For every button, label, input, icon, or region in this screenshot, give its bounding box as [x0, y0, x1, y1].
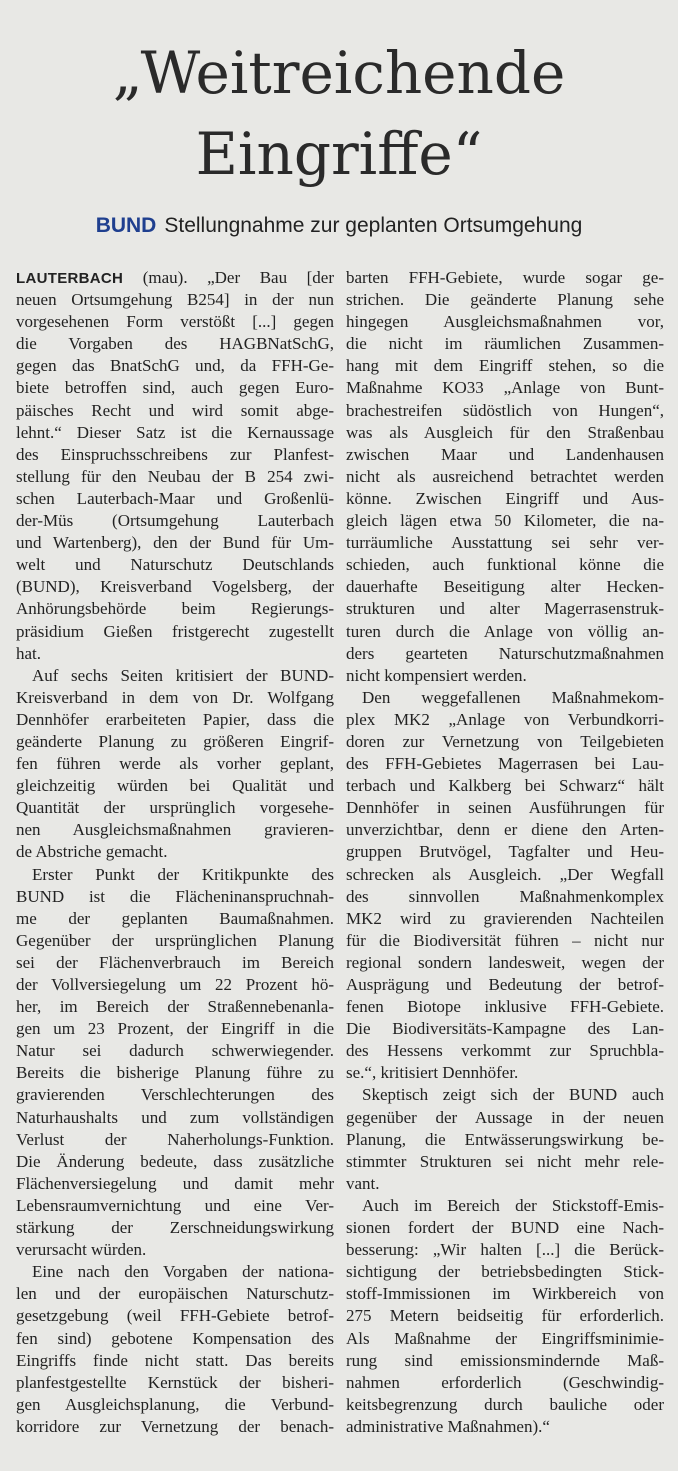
- text-line: der-Müs (Ortsumgehung Lauterbach: [16, 511, 334, 531]
- text-line: Eingriffs finde nicht statt. Das bereits: [16, 1350, 334, 1370]
- text-line: de Abstriche gemacht.: [16, 842, 168, 862]
- text-line: ders gearteten Naturschutzmaßnahmen: [346, 643, 664, 663]
- text-line: MK2 wird zu gravierenden Nachteilen: [346, 908, 664, 928]
- text-line: geänderte Planung zu größeren Eingrif-: [16, 731, 334, 751]
- text-line: Flächenversiegelung und damit mehr: [16, 1173, 334, 1193]
- text-line: Naturhaushalts und zum vollständigen: [16, 1107, 334, 1127]
- text-line: her, im Bereich der Straßennebenanla-: [16, 997, 334, 1017]
- text-line: gesetzgebung (weil FFH-Gebiete betrof-: [16, 1306, 334, 1326]
- text-line: me der geplanten Baumaßnahmen.: [16, 908, 334, 928]
- text-line: Dennhöfer in seinen Ausführungen für: [346, 798, 664, 818]
- subheadline: [0, 211, 678, 241]
- text-line: besserung: „Wir halten [...] die Berück-: [346, 1240, 664, 1260]
- text-line: die nicht im räumlichen Zusammen-: [346, 334, 664, 354]
- text-line: was als Ausgleich für den Straßenbau: [346, 422, 664, 442]
- text-line: fen führen werde als vorher geplant,: [16, 754, 334, 774]
- text-line: planfestgestellte Kernstück der bisheri-: [16, 1372, 334, 1392]
- text-line: des FFH-Gebietes Magerrasen bei Lau-: [346, 754, 664, 774]
- text-line: vant.: [346, 1173, 380, 1193]
- text-line: vorgesehenen Form verstößt [...] gegen: [16, 312, 334, 332]
- text-line: schieden, auch funktional könne die: [346, 555, 664, 575]
- text-line: der Vollversiegelung um 22 Prozent hö-: [16, 975, 334, 994]
- text-line: keitsbegrenzung durch bauliche oder: [346, 1394, 664, 1414]
- text-line: des Hessens verkommt zur Spruchbla-: [346, 1041, 664, 1061]
- text-line: sei der Flächenverbrauch im Bereich: [16, 952, 334, 972]
- text-line: gen um 23 Prozent, der Eingriff in die: [16, 1019, 334, 1039]
- text-line: len und der europäischen Naturschutz-: [16, 1284, 334, 1304]
- text-line: hat.: [16, 643, 42, 663]
- text-line: päisches Recht und wird somit abge-: [16, 400, 334, 420]
- text-line: strukturen und alter Magerrasenstruk-: [346, 599, 664, 619]
- text-line: Ausprägung und Bedeutung der betrof-: [346, 975, 664, 994]
- text-line: rung sind emissionsmindernde Maß-: [346, 1350, 664, 1370]
- text-line: Verlust der Naherholungs-Funktion.: [16, 1129, 334, 1149]
- subheadline-text: Stellungnahme zur geplanten Ortsumgehung: [164, 214, 583, 237]
- text-line: turen durch die Anlage von völlig an-: [346, 621, 664, 641]
- dateline: LAUTERBACH: [16, 270, 124, 287]
- text-line: präsidium Gießen fristgerecht zugestellt: [16, 621, 334, 641]
- text-line: stoff-Immissionen im Wirkbereich von: [346, 1284, 664, 1304]
- text-line: administrative Maßnahmen).“: [346, 1416, 550, 1436]
- headline-line-1: „Weitreichende: [112, 39, 566, 107]
- text-line: terbach und Kalkberg bei Schwarz“ hält: [346, 776, 664, 796]
- text-line: fenen Biotope inklusive FFH-Gebiete.: [346, 997, 664, 1017]
- text-line: LAUTERBACH (mau). „Der Bau [der: [16, 268, 334, 287]
- text-line: und Wartenberg), den der Bund für Um-: [16, 533, 334, 553]
- text-line: gravierenden Verschlechterungen des: [16, 1085, 334, 1105]
- text-line: verursacht würden.: [16, 1240, 147, 1260]
- text-line: gen Ausgleichsplanung, die Verbund-: [16, 1394, 334, 1414]
- text-line: Planung, die Entwässerungswirkung be-: [346, 1129, 664, 1149]
- text-line: Als Maßnahme der Eingriffsminimie-: [346, 1328, 664, 1348]
- text-line: turräumliche Ausstattung sei sehr ver-: [346, 533, 664, 553]
- text-line: biete betroffen sind, auch gegen Euro-: [16, 378, 334, 398]
- text-line: strichen. Die geänderte Planung sehe: [346, 290, 664, 310]
- text-line: nicht kompensiert werden.: [346, 665, 527, 685]
- text-line: 275 Metern beidseitig für erforderlich.: [346, 1306, 664, 1326]
- text-line: hang mit dem Eingriff stehen, so die: [346, 356, 664, 376]
- text-line: korridore zur Vernetzung der benach-: [16, 1416, 334, 1436]
- text-line: gleichzeitig würden bei Qualität und: [16, 776, 334, 796]
- text-line: stellung für den Neubau der B 254 zwi-: [16, 466, 334, 486]
- text-line: schen Lauterbach-Maar und Großenlü-: [16, 488, 334, 508]
- text-line: des sinnvollen Maßnahmenkomplex: [346, 886, 664, 906]
- text-line: nicht als ausreichend betrachtet werden: [346, 466, 664, 486]
- subheadline-keyword: BUND: [95, 214, 157, 237]
- text-line: Dennhöfer erarbeiteten Papier, dass die: [16, 709, 334, 729]
- text-line: Kreisverband in dem von Dr. Wolfgang: [16, 687, 334, 707]
- text-line: für die Biodiversität führen – nicht nur: [346, 930, 664, 950]
- text-line: Bereits die bisherige Planung führe zu: [16, 1063, 334, 1083]
- text-line: sichtigung der betriebsbedingten Stick-: [346, 1262, 664, 1282]
- text-line: nen Ausgleichsmaßnahmen gravieren-: [16, 820, 334, 840]
- text-line: neuen Ortsumgehung B254] in der nun: [16, 290, 334, 310]
- text-line: Skeptisch zeigt sich der BUND auch: [362, 1085, 664, 1105]
- text-line: Die Biodiversitäts-Kampagne des Lan-: [346, 1019, 664, 1039]
- text-line: sionen fordert der BUND eine Nach-: [346, 1218, 664, 1238]
- text-line: hingegen Ausgleichsmaßnahmen vor,: [346, 312, 664, 332]
- text-line: Auf sechs Seiten kritisiert der BUND-: [32, 665, 334, 685]
- text-line: Erster Punkt der Kritikpunkte des: [32, 864, 334, 884]
- text-line: (BUND), Kreisverband Vogelsberg, der: [16, 577, 334, 597]
- text-line: Maßnahme KO33 „Anlage von Bunt-: [346, 378, 664, 398]
- text-line: Den weggefallenen Maßnahmekom-: [362, 687, 664, 707]
- text-line: plex MK2 „Anlage von Verbundkorri-: [346, 709, 664, 729]
- text-line: se.“, kritisiert Dennhöfer.: [346, 1063, 519, 1083]
- text-line: zwischen Maar und Landenhausen: [346, 444, 664, 464]
- text-line: Quantität der ursprünglich vorgesehe-: [16, 798, 334, 818]
- text-line: fen sind) gebotene Kompensation des: [16, 1328, 334, 1348]
- text-line: barten FFH-Gebiete, wurde sogar ge-: [346, 268, 664, 287]
- text-line: stärkung der Zerschneidungswirkung: [16, 1218, 334, 1238]
- text-line: könne. Zwischen Eingriff und Aus-: [346, 488, 664, 508]
- text-line: welt und Naturschutz Deutschlands: [16, 555, 334, 575]
- text-line: regional sondern landesweit, wegen der: [346, 952, 664, 972]
- text-line: gegen das BnatSchG und, da FFH-Ge-: [16, 356, 334, 376]
- text-line: dauerhafte Beseitigung alter Hecken-: [346, 577, 664, 597]
- text-line: gleich lägen etwa 50 Kilometer, die na-: [346, 511, 664, 531]
- text-line: gegenüber der Aussage in der neuen: [346, 1107, 664, 1127]
- article-column-left: [16, 267, 334, 1438]
- headline-line-2: Eingriffe“: [195, 120, 483, 188]
- text-line: lehnt.“ Dieser Satz ist die Kernaussage: [16, 422, 334, 442]
- text-line: brachestreifen südöstlich von Hungen“,: [346, 400, 664, 420]
- text-line: unverzichtbar, denn er diene den Arten-: [346, 820, 664, 840]
- text-line: des Einspruchsschreibens zur Planfest-: [16, 444, 334, 464]
- article-column-right: [346, 267, 664, 1438]
- text-line: BUND ist die Flächeninanspruchnah-: [16, 886, 334, 906]
- text-line: schrecken als Ausgleich. „Der Wegfall: [346, 864, 664, 884]
- text-line: Gegenüber der ursprünglichen Planung: [16, 930, 334, 950]
- text-line: Lebensraumvernichtung und eine Ver-: [16, 1195, 334, 1215]
- text-line: Auch im Bereich der Stickstoff-Emis-: [362, 1195, 664, 1215]
- text-line: die Vorgaben des HAGBNatSchG,: [16, 334, 334, 354]
- text-line: Anhörungsbehörde beim Regierungs-: [16, 599, 334, 619]
- text-line: gruppen Brutvögel, Tagfalter und Heu-: [346, 842, 664, 862]
- text-line: Eine nach den Vorgaben der nationa-: [32, 1262, 334, 1282]
- text-line: Die Änderung bedeute, dass zusätzliche: [16, 1151, 334, 1171]
- text-line: doren zur Vernetzung von Teilgebieten: [346, 731, 664, 751]
- text-line: stimmter Strukturen sei nicht mehr rele-: [346, 1151, 664, 1171]
- text-line: Natur sei dadurch schwerwiegender.: [16, 1041, 334, 1061]
- text-line: nahmen erforderlich (Geschwindig-: [346, 1372, 664, 1392]
